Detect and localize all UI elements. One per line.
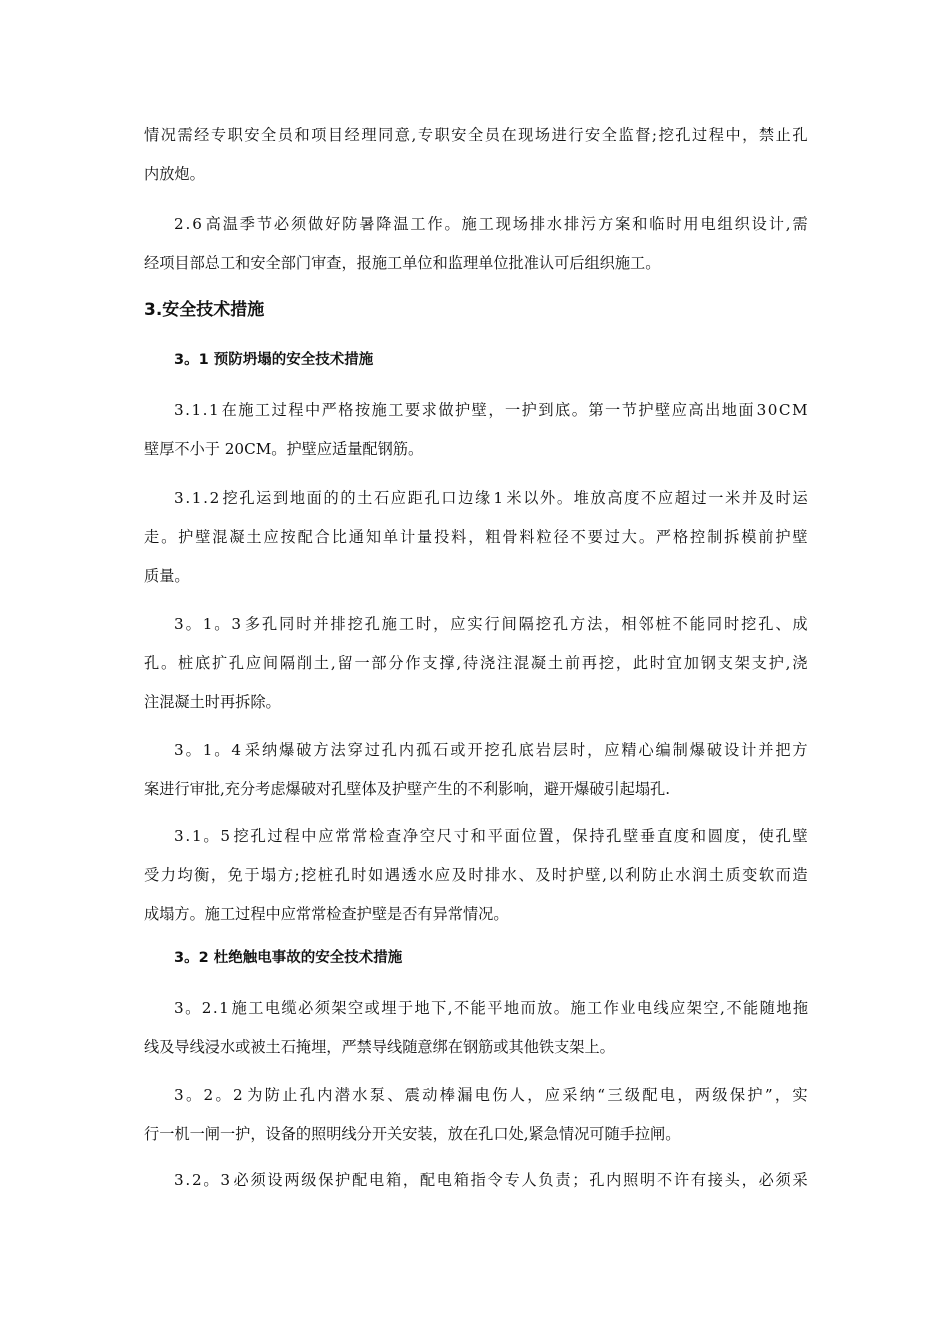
text-line: 3 。 2 。 2 为 防 止 孔 内 潜 水 泵 、 震 动 棒 漏 电 伤 人 ， 应 采 纳 “ 三 级 配 电 ， 两 级 保 护 ” ， 实 [174, 1086, 808, 1104]
text-line: 经项目部总工和安全部门审查，报施工单位和监理单位批准认可后组织施工。 [144, 254, 661, 272]
text-line: 质量。 [144, 567, 190, 585]
text-line: 3 . 1 . 1 在 施 工 过 程 中 严 格 按 施 工 要 求 做 护 壁 ， 一 护 到 底 。 第 一 节 护 壁 应 高 出 地 面 3 0 C M [174, 401, 808, 419]
subsection-heading-3-2: 3。2 杜绝触电事故的安全技术措施 [174, 950, 403, 966]
text-line: 3 。 2 . 1 施 工 电 缆 必 须 架 空 或 埋 于 地 下 , 不 能 平 地 而 放 。 施 工 作 业 电 线 应 架 空 , 不 能 随 地 拖 [174, 999, 808, 1017]
text-line: 3 . 1 . 2 挖 孔 运 到 地 面 的 的 土 石 应 距 孔 口 边 缘 1 米 以 外 。 堆 放 高 度 不 应 超 过 一 米 并 及 时 运 [174, 489, 808, 507]
text-line: 内放炮。 [144, 165, 205, 183]
text-line: 3 。 1 。 4 采 纳 爆 破 方 法 穿 过 孔 内 孤 石 或 开 挖 孔 底 岩 层 时 ， 应 精 心 编 制 爆 破 设 计 并 把 方 [174, 741, 808, 759]
subsection-heading-3-1: 3。1 预防坍塌的安全技术措施 [174, 352, 374, 368]
text-line: 受 力 均 衡 ， 免 于 塌 方 ; 挖 桩 孔 时 如 遇 透 水 应 及 时 排 水 、 及 时 护 壁 , 以 利 防 止 水 润 土 质 变 软 而 造 [144, 866, 808, 884]
text-line: 线及导线浸水或被土石掩埋，严禁导线随意绑在钢筋或其他铁支架上。 [144, 1038, 615, 1056]
section-heading-3: 3.安全技术措施 [144, 300, 265, 320]
text-line: 注混凝土时再拆除。 [144, 693, 281, 711]
text-line: 情 况 需 经 专 职 安 全 员 和 项 目 经 理 同 意 , 专 职 安 全 员 在 现 场 进 行 安 全 监 督 ; 挖 孔 过 程 中 ， 禁 止 孔 [144, 126, 808, 144]
text-line: 壁厚不小于 20CM。护壁应适量配钢筋。 [144, 440, 424, 458]
text-line: 3 。 1 。 3 多 孔 同 时 并 排 挖 孔 施 工 时 ， 应 实 行 间 隔 挖 孔 方 法 ， 相 邻 桩 不 能 同 时 挖 孔 、 成 [174, 615, 808, 633]
text-line: 3 . 2 。 3 必 须 设 两 级 保 护 配 电 箱 ， 配 电 箱 指 令 专 人 负 责 ； 孔 内 照 明 不 许 有 接 头 ， 必 须 采 [174, 1171, 808, 1189]
text-line: 3 . 1 。 5 挖 孔 过 程 中 应 常 常 检 查 净 空 尺 寸 和 平 面 位 置 ， 保 持 孔 壁 垂 直 度 和 圆 度 ， 使 孔 壁 [174, 827, 808, 845]
text-line: 案进行审批,充分考虑爆破对孔壁体及护壁产生的不利影响，避开爆破引起塌孔. [144, 780, 671, 798]
text-line: 行一机一闸一护，设备的照明线分开关安装，放在孔口处,紧急情况可随手拉闸。 [144, 1125, 681, 1143]
text-line: 走 。 护 壁 混 凝 土 应 按 配 合 比 通 知 单 计 量 投 料 ， 粗 骨 料 粒 径 不 要 过 大 。 严 格 控 制 拆 模 前 护 壁 [144, 528, 808, 546]
text-line: 成塌方。施工过程中应常常检查护壁是否有异常情况。 [144, 905, 509, 923]
text-line: 2 . 6 高 温 季 节 必 须 做 好 防 暑 降 温 工 作 。 施 工 现 场 排 水 排 污 方 案 和 临 时 用 电 组 织 设 计 , 需 [174, 215, 808, 233]
text-line: 孔 。 桩 底 扩 孔 应 间 隔 削 土 , 留 一 部 分 作 支 撑 , 待 浇 注 混 凝 土 前 再 挖 ， 此 时 宜 加 钢 支 架 支 护 , 浇 [144, 654, 808, 672]
